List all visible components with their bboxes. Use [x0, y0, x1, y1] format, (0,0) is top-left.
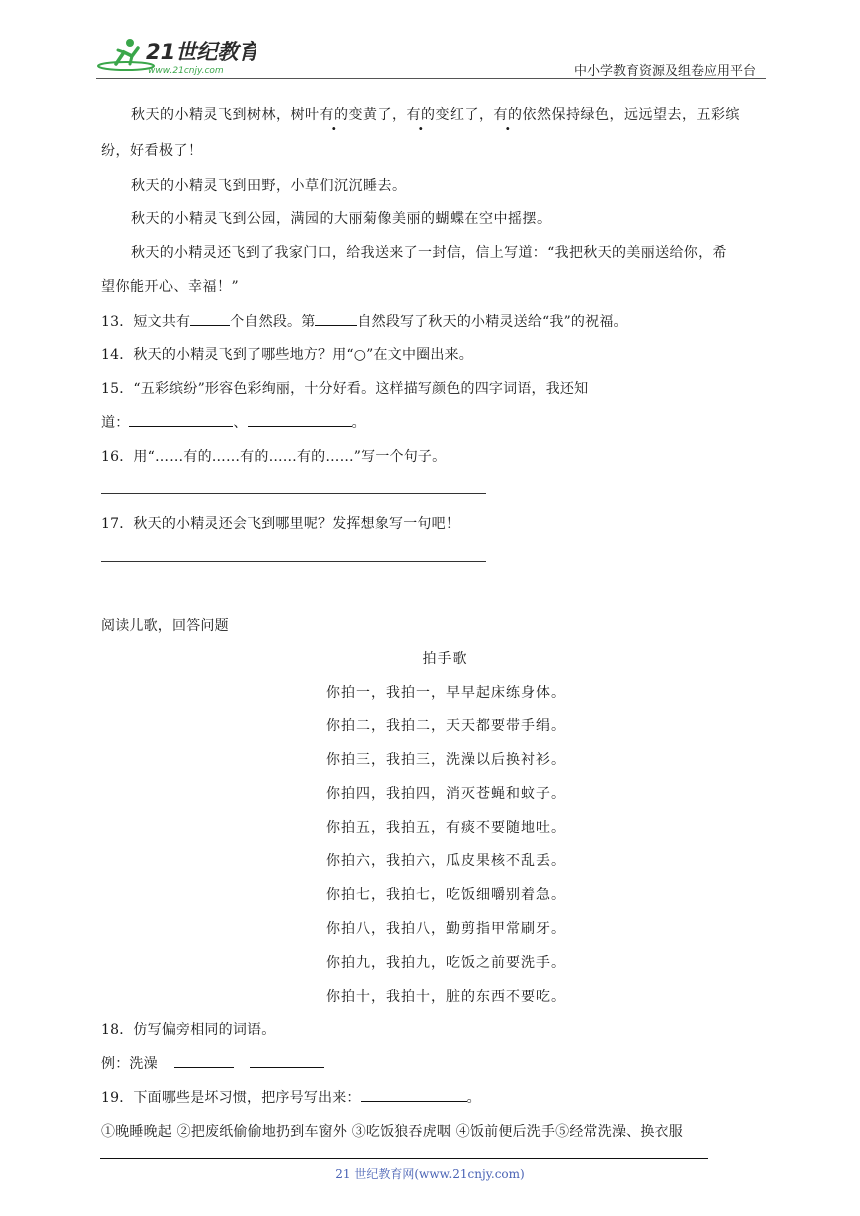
header-divider [96, 78, 766, 79]
answer-blank[interactable] [174, 1053, 234, 1068]
passage-paragraph-4: 秋天的小精灵还飞到了我家门口，给我送来了一封信，信上写道：“我把秋天的美丽送给你，希 [131, 245, 727, 261]
emphasis-dots: 有的 [493, 107, 523, 123]
answer-blank[interactable] [248, 412, 352, 427]
question-13: 13．短文共有 个自然段。第 自然段写了秋天的小精灵送给“我”的祝福。 [101, 311, 628, 331]
answer-line-17[interactable] [101, 561, 486, 562]
footer-divider [100, 1158, 708, 1159]
question-19: 19．下面哪些是坏习惯，把序号写出来： 。 [101, 1087, 481, 1107]
passage-paragraph-4-cont: 望你能开心、幸福！” [101, 279, 240, 295]
question-18-example: 例：洗澡 [101, 1053, 324, 1073]
text: 变红了， [435, 107, 494, 123]
logo-graphic [96, 34, 256, 78]
emphasis-dots: 有的 [319, 107, 349, 123]
logo-url: www.21cnjy.com [148, 66, 224, 76]
question-15: 15．“五彩缤纷”形容色彩绚丽，十分好看。这样描写颜色的四字词语，我还知 [101, 381, 589, 397]
text: 变黄了， [348, 107, 407, 123]
poem-line: 你拍六，我拍六，瓜皮果核不乱丢。 [326, 853, 566, 869]
footer-text: 21 世纪教育网(www.21cnjy.com) [335, 1167, 525, 1181]
section-instruction: 阅读儿歌，回答问题 [101, 618, 229, 634]
logo-title: 21世纪教育 [146, 40, 256, 64]
poem-line: 你拍七，我拍七，吃饭细嚼别着急。 [326, 887, 566, 903]
poem-title: 拍手歌 [422, 651, 468, 667]
poem-line: 你拍四，我拍四，消灭苍蝇和蚊子。 [326, 786, 566, 802]
passage-paragraph-3: 秋天的小精灵飞到公园，满园的大丽菊像美丽的蝴蝶在空中摇摆。 [131, 211, 552, 227]
question-14: 14．秋天的小精灵飞到了哪些地方？用“○”在文中圈出来。 [101, 347, 473, 363]
passage-paragraph-1 [131, 104, 740, 124]
answer-blank[interactable] [361, 1087, 467, 1102]
passage-paragraph-1-cont: 纷，好看极了！ [101, 143, 203, 159]
question-16: 16．用“……有的……有的……有的……”写一个句子。 [101, 449, 447, 465]
question-17: 17．秋天的小精灵还会飞到哪里呢？发挥想象写一句吧！ [101, 516, 461, 532]
passage-paragraph-2: 秋天的小精灵飞到田野，小草们沉沉睡去。 [131, 178, 407, 194]
poem-line: 你拍二，我拍二，天天都要带手绢。 [326, 718, 566, 734]
poem-line: 你拍五，我拍五，有痰不要随地吐。 [326, 820, 566, 836]
answer-blank[interactable] [250, 1053, 324, 1068]
question-15-blanks: 道： 、 。 [101, 412, 366, 432]
answer-blank[interactable] [190, 311, 230, 326]
answer-blank[interactable] [129, 412, 233, 427]
question-18: 18．仿写偏旁相同的词语。 [101, 1022, 276, 1038]
answer-blank[interactable] [315, 311, 357, 326]
poem-line: 你拍八，我拍八，勤剪指甲常刷牙。 [326, 921, 566, 937]
text: 依然保持绿色，远远望去，五彩缤 [522, 107, 740, 123]
text: 秋天的小精灵飞到树林，树叶 [131, 107, 320, 123]
poem-line: 你拍三，我拍三，洗澡以后换衬衫。 [326, 752, 566, 768]
answer-line-16[interactable] [101, 493, 486, 494]
platform-name: 中小学教育资源及组卷应用平台 [573, 64, 756, 79]
poem-line: 你拍九，我拍九，吃饭之前要洗手。 [326, 955, 566, 971]
poem-line: 你拍一，我拍一，早早起床练身体。 [326, 685, 566, 701]
emphasis-dots: 有的 [406, 107, 436, 123]
question-19-options: ①晚睡晚起 ②把废纸偷偷地扔到车窗外 ③吃饭狼吞虎咽 ④饭前便后洗手⑤经常洗澡、换衣服 [101, 1124, 683, 1140]
site-logo [96, 34, 256, 78]
poem-line: 你拍十，我拍十，脏的东西不要吃。 [326, 989, 566, 1005]
